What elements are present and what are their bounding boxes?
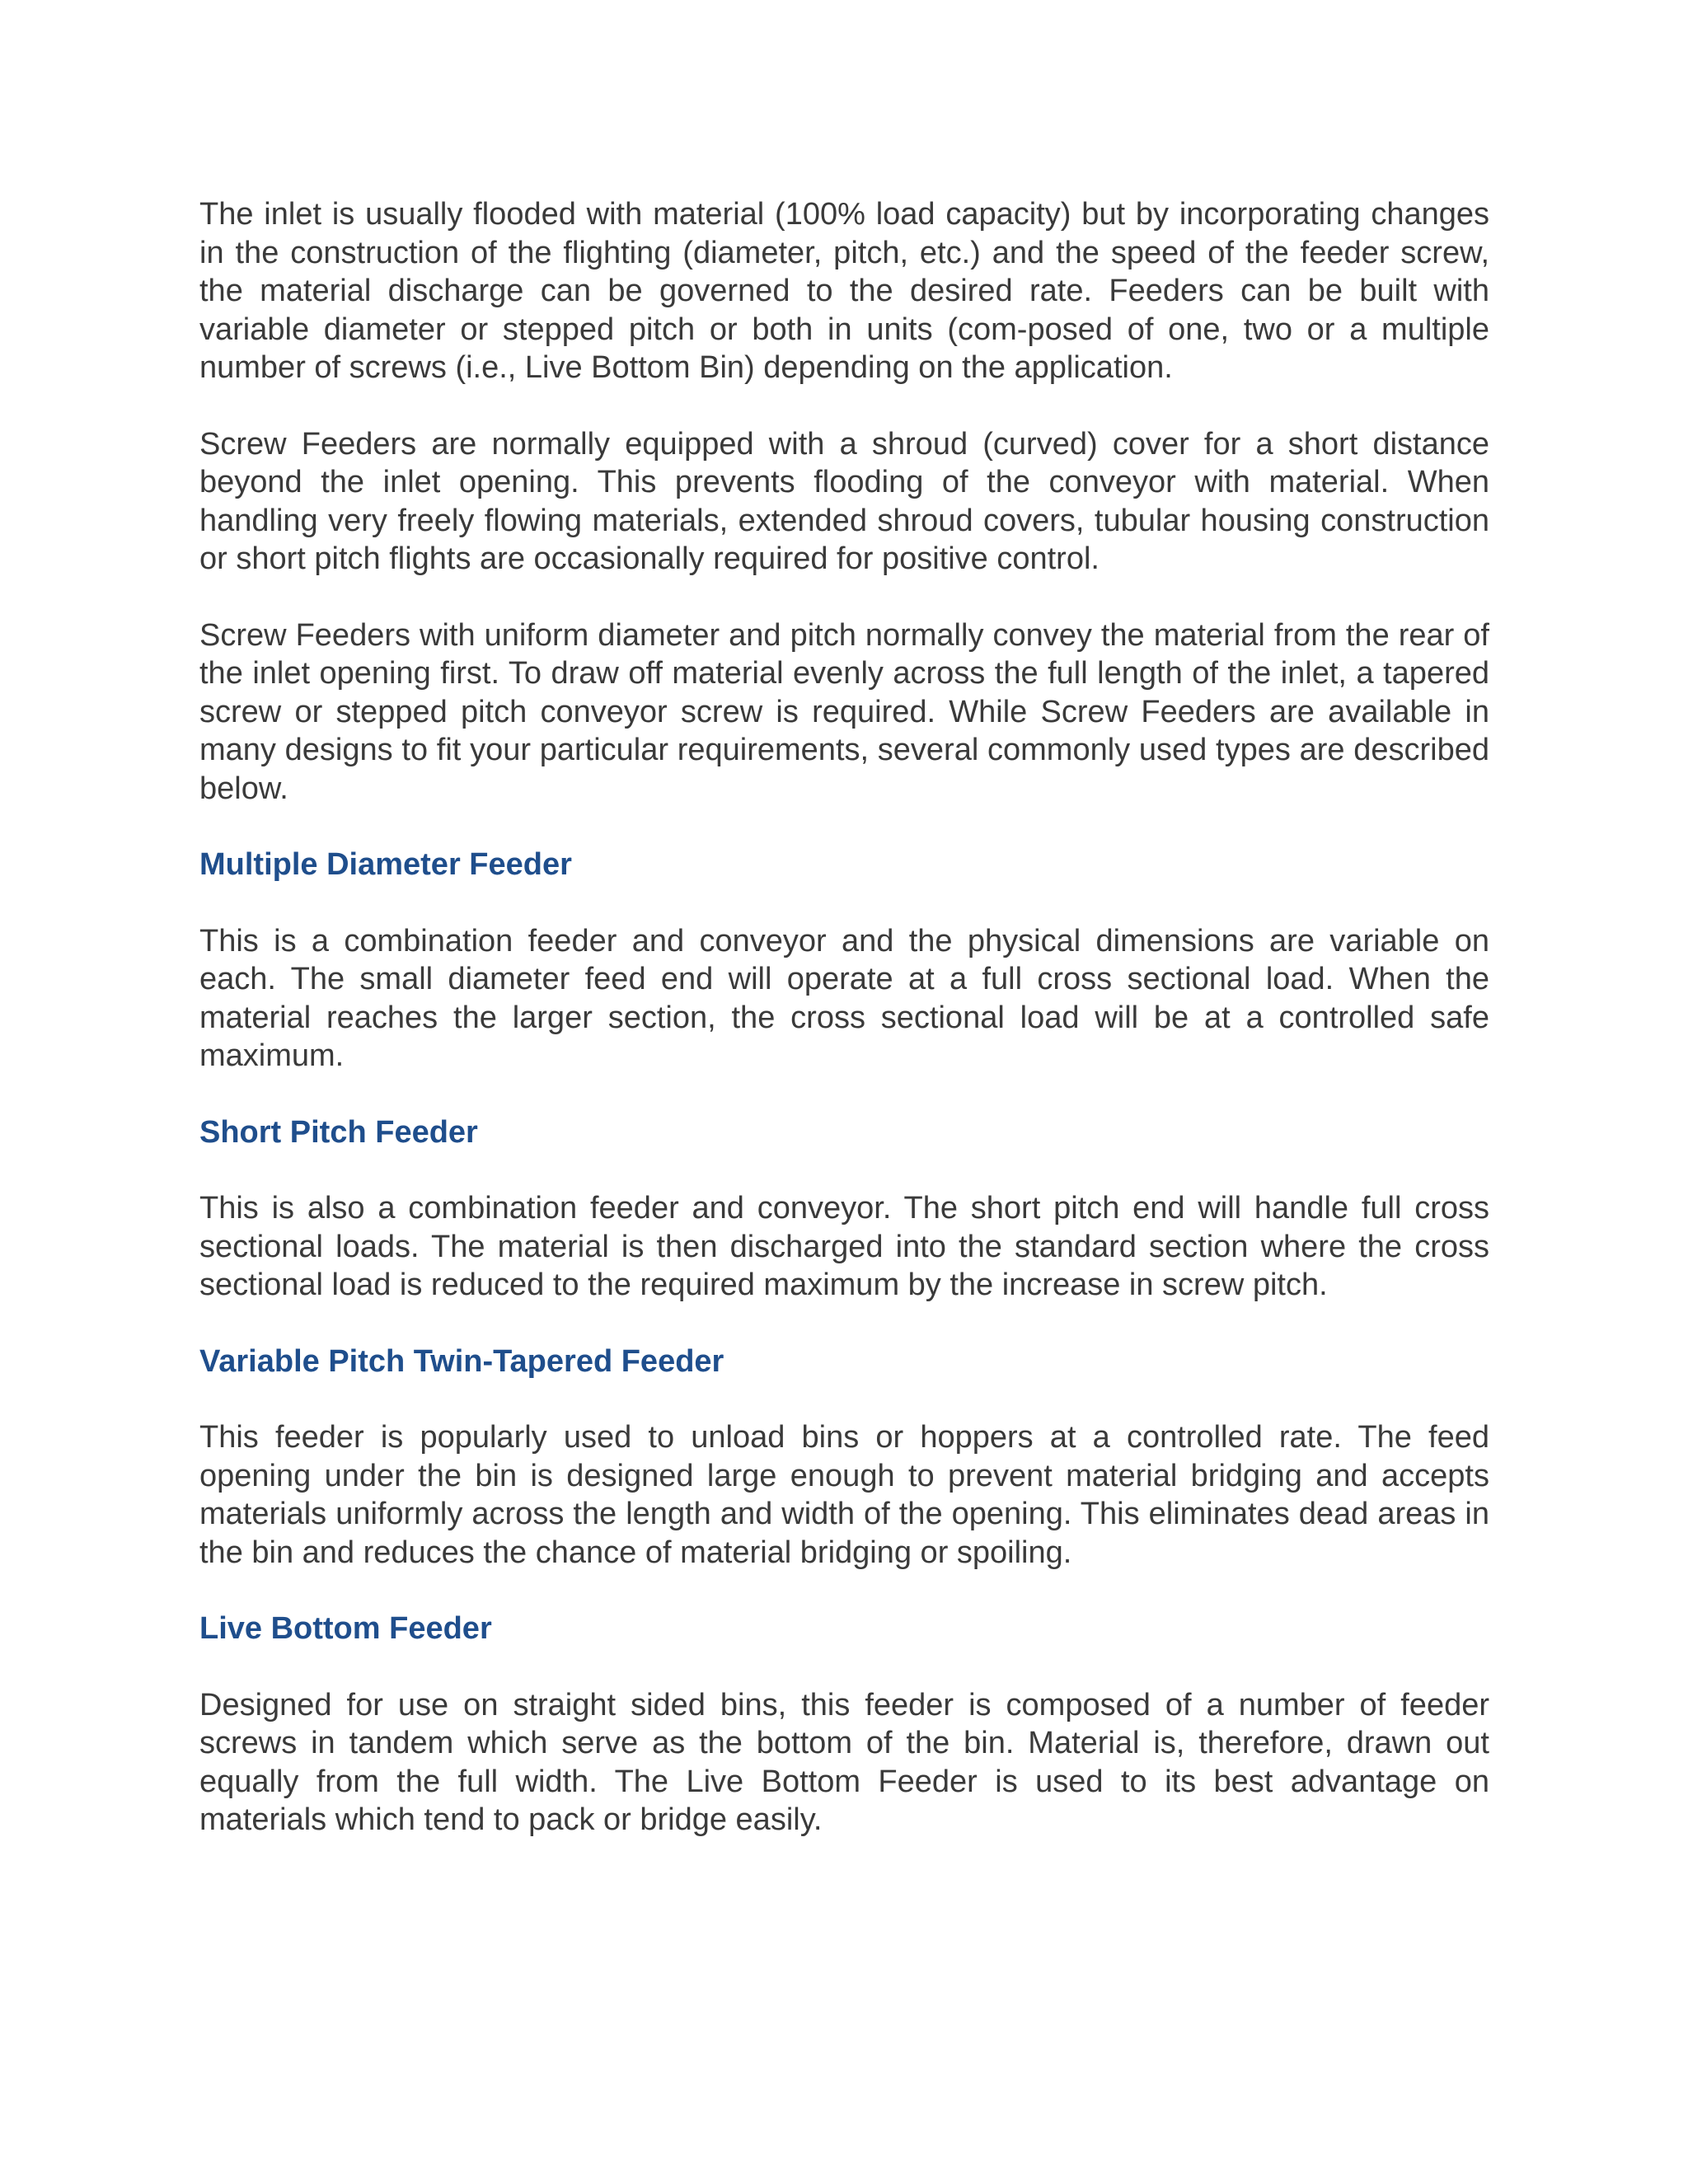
section-heading-live-bottom-feeder: Live Bottom Feeder (199, 1611, 492, 1646)
section-heading-variable-pitch-twin-tapered-feeder: Variable Pitch Twin-Tapered Feeder (199, 1343, 724, 1379)
section-body-variable-pitch-twin-tapered-feeder: This feeder is popularly used to unload bins or hoppers at a controlled rate. The feed opening under the bin is designed large enough to prevent material bridging and accepts materials uniformly across the length and width of the opening. This eliminates dead areas in the bin and reduces the chance of material bridging or spoiling. (199, 1420, 1489, 1570)
section-body-multiple-diameter-feeder: This is a combination feeder and conveyor and the physical dimensions are variable on each. The small diameter feed end will operate at a full cross sectional load. When the material reaches the larger section, the cross sectional load will be at a controlled safe maximum. (199, 923, 1489, 1073)
section-heading-multiple-diameter-feeder: Multiple Diameter Feeder (199, 847, 572, 882)
section-body-short-pitch-feeder: This is also a combination feeder and conveyor. The short pitch end will handle full cross sectional loads. The material is then discharged into the standard section where the cross sectional load is reduced to the required maximum by the increase in screw pitch. (199, 1191, 1489, 1302)
section-body-live-bottom-feeder: Designed for use on straight sided bins, this feeder is composed of a number of feeder screws in tandem which serve as the bottom of the bin. Material is, therefore, drawn out equally from the full width. The Live Bottom Feeder is used to its best advantage on materials which tend to pack or bridge easily. (199, 1687, 1489, 1837)
intro-paragraph: Screw Feeders with uniform diameter and pitch normally convey the material from the rear of the inlet opening first. To draw off material evenly across the full length of the inlet, a tapered screw or stepped pitch conveyor screw is required. While Screw Feeders are available in many designs to fit your particular requirements, several commonly used types are described below. (199, 617, 1489, 806)
intro-paragraph: The inlet is usually flooded with material (100% load capacity) but by incorporating changes in the construction of the flighting (diameter, pitch, etc.) and the speed of the feeder screw, the material discharge can be governed to the desired rate. Feeders can be built with variable diameter or stepped pitch or both in units (com-posed of one, two or a multiple number of screws (i.e., Live Bottom Bin) depending on the application. (199, 197, 1489, 385)
document-content (199, 195, 1489, 1877)
intro-paragraph: Screw Feeders are normally equipped with a shroud (curved) cover for a short distance beyond the inlet opening. This prevents flooding of the conveyor with material. When handling very freely flowing materials, extended shroud covers, tubular housing construction or short pitch flights are occasionally required for positive control. (199, 426, 1489, 576)
section-heading-short-pitch-feeder: Short Pitch Feeder (199, 1114, 478, 1150)
